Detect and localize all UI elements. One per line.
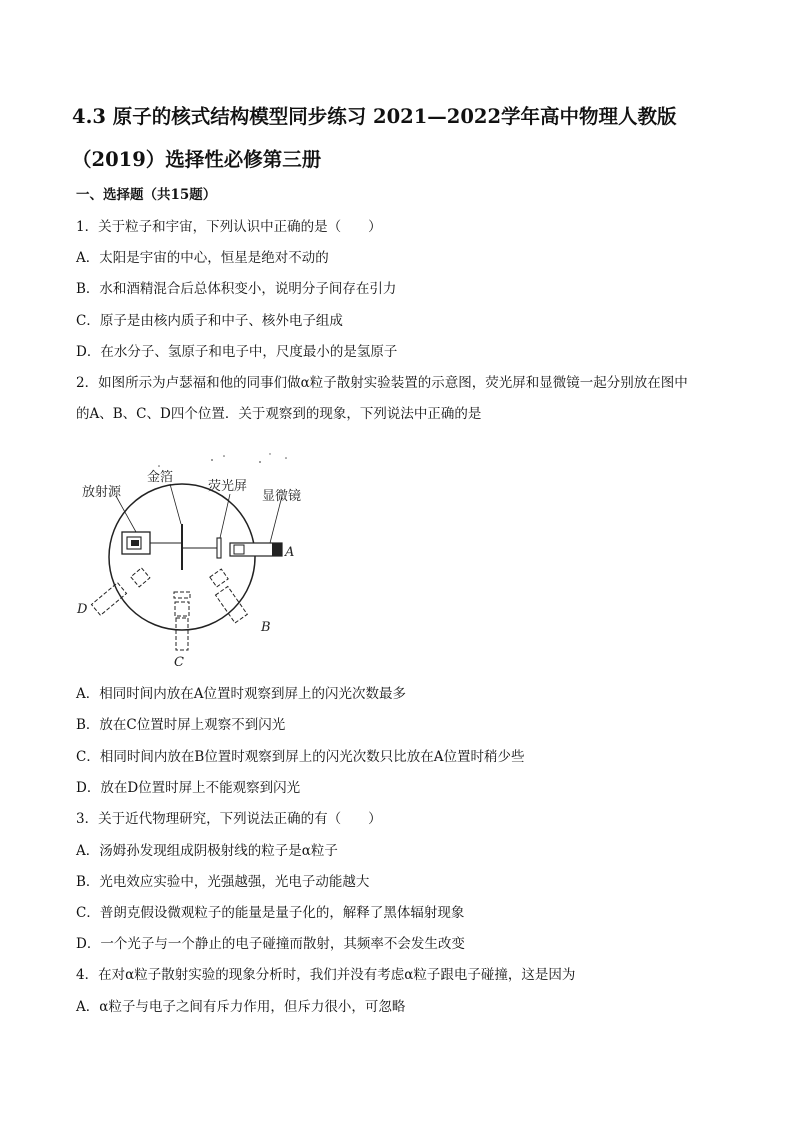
- microscope-c: [174, 592, 190, 650]
- microscope-d: [91, 568, 149, 615]
- q3-option-c: C．普朗克假设微观粒子的能量是量子化的，解释了黑体辐射现象: [76, 905, 465, 921]
- document-title-line1: 4.3 原子的核式结构模型同步练习 2021—2022学年高中物理人教版: [72, 105, 677, 128]
- alpha-scattering-diagram: [74, 452, 324, 674]
- q2-option-a: A．相同时间内放在A位置时观察到屏上的闪光次数最多: [76, 686, 406, 702]
- microscope-b: [210, 569, 247, 623]
- label-microscope: 显微镜: [262, 489, 302, 504]
- q1-option-c: C．原子是由核内质子和中子、核外电子组成: [76, 313, 343, 329]
- label-position-d: D: [77, 602, 88, 617]
- label-position-c: C: [174, 655, 184, 670]
- microscope-a: [230, 543, 282, 556]
- section-heading: 一、选择题（共15题）: [76, 187, 217, 203]
- q1-option-d: D．在水分子、氢原子和电子中，尺度最小的是氢原子: [76, 344, 398, 360]
- q2-stem-line1: 2．如图所示为卢瑟福和他的同事们做α粒子散射实验装置的示意图，荧光屏和显微镜一起分别放在图中: [76, 375, 688, 391]
- radioactive-source: [122, 532, 182, 554]
- q1-stem: 1．关于粒子和宇宙，下列认识中正确的是（ ）: [76, 219, 382, 235]
- q1-option-b: B．水和酒精混合后总体积变小，说明分子间存在引力: [76, 281, 397, 297]
- document-title-line2: （2019）选择性必修第三册: [72, 148, 322, 171]
- q3-option-b: B．光电效应实验中，光强越强，光电子动能越大: [76, 874, 370, 890]
- q2-stem-line2: 的A、B、C、D四个位置．关于观察到的现象，下列说法中正确的是: [76, 406, 482, 422]
- q2-option-c: C．相同时间内放在B位置时观察到屏上的闪光次数只比放在A位置时稍少些: [76, 749, 525, 765]
- label-radioactive-source: 放射源: [82, 485, 122, 500]
- label-position-a: A: [285, 545, 295, 560]
- q2-option-b: B．放在C位置时屏上观察不到闪光: [76, 717, 286, 733]
- q4-option-a: A．α粒子与电子之间有斥力作用，但斥力很小，可忽略: [76, 999, 406, 1015]
- q3-option-a: A．汤姆孙发现组成阴极射线的粒子是α粒子: [76, 843, 338, 859]
- q2-option-d: D．放在D位置时屏上不能观察到闪光: [76, 780, 301, 796]
- q3-option-d: D．一个光子与一个静止的电子碰撞而散射，其频率不会发生改变: [76, 936, 465, 952]
- q4-stem: 4．在对α粒子散射实验的现象分析时，我们并没有考虑α粒子跟电子碰撞，这是因为: [76, 967, 576, 983]
- label-gold-foil: 金箔: [147, 470, 174, 485]
- q3-stem: 3．关于近代物理研究，下列说法正确的有（ ）: [76, 811, 382, 827]
- label-position-b: B: [261, 620, 271, 635]
- fluorescent-screen: [217, 538, 221, 558]
- label-fluorescent-screen: 荧光屏: [208, 479, 248, 494]
- q1-option-a: A．太阳是宇宙的中心，恒星是绝对不动的: [76, 250, 329, 266]
